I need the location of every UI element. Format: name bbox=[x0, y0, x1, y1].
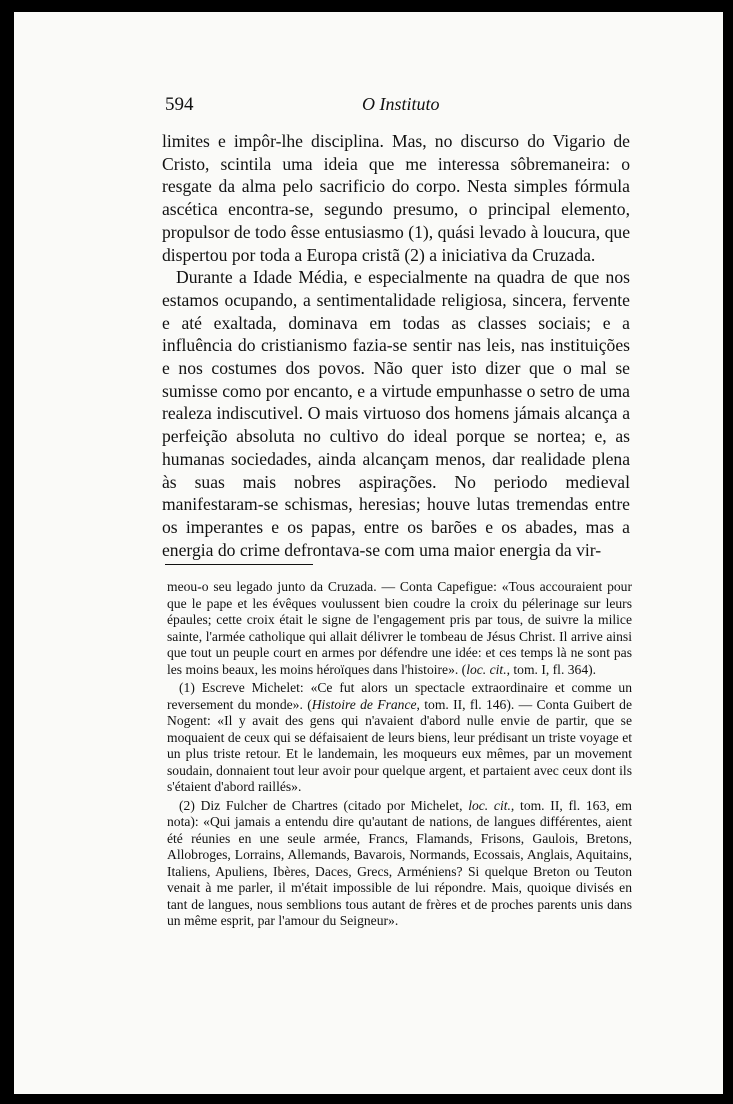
main-text bbox=[162, 130, 630, 561]
footnote-2 bbox=[167, 798, 632, 930]
footnote-1 bbox=[167, 680, 632, 796]
book-page bbox=[14, 12, 723, 1094]
journal-title: O Instituto bbox=[362, 94, 440, 114]
footnote-text: meou-o seu legado junto da Cruzada. — Conta Capefigue: «Tous accouraient pour que le pape et les évêques voulussent bien coudre la croix du pélerinage sur leurs épaules; cette croix était le signe de l'engagement pris par tous, de suivre la milice sainte, l'armée catholique qui allait délivrer le tombeau de Jésus Christ. Il arrive ainsi que tout un peuple court en armes por défendre une idée: et ces temps là ne sont pas les moins beaux, les moins héroïques dans l'histoire». ( bbox=[167, 579, 632, 677]
paragraph-continuation: limites e impôr-lhe disciplina. Mas, no discurso do Vigario de Cristo, scintila uma ideia que me interessa sôbremaneira: o resgate da alma pelo sacrificio do corpo. Nesta simples fórmula ascética encontra-se, segundo presumo, o principal elemento, propulsor de todo êsse entusiasmo (1), quási levado à loucura, que dispertou por toda a Europa cristã (2) a iniciativa da Cruzada. bbox=[162, 131, 630, 265]
footnote-text: (1) Escreve Michelet: «Ce fut alors un spectacle extraordinaire et comme un reversement du monde». ( bbox=[167, 680, 632, 712]
footnotes bbox=[167, 579, 632, 930]
footnote-text: , tom. I, fl. 364). bbox=[506, 661, 597, 677]
footnote-text: , tom. II, fl. 146). — Conta Guibert de Nogent: «Il y avait des gens qui n'avaient d'abord nulle envie de partir, que se moquaient de ceux qui se défaisaient de leurs biens, leur prédisant un triste voyage et un plus triste retour. Et le landemain, les moqueurs eux mêmes, par un movement soudain, donnaient tout leur avoir pour quelque argent, et partaient avec ceux dont ils s'étaient d'abord raillés». bbox=[167, 696, 632, 794]
paragraph-idade-media: Durante a Idade Média, e especialmente na quadra de que nos estamos ocupando, a sentimentalidade religiosa, sincera, fervente e até exaltada, dominava em todas as classes sociais; e a influência do cristianismo fazia-se sentir nas leis, nas instituições e nos costumes dos povos. Não quer isto dizer que o mal se sumisse como por encanto, e a virtude empunhasse o setro de uma realeza indiscutivel. O mais virtuoso dos homens jámais alcança a perfeição absoluta no cultivo do ideal porque se nortea; e, as humanas sociedades, ainda alcançam menos, dar realidade plena às suas mais nobres aspirações. No periodo medieval manifestaram-se schismas, heresias; houve lutas tremendas entre os imperantes e os papas, entre os barões e os abades, mas a energia do crime defrontava-se com uma maior energia da vir- bbox=[162, 267, 630, 560]
footnote-citation-italic: loc. cit. bbox=[466, 661, 507, 677]
footnote-divider bbox=[165, 564, 313, 565]
footnote-continuation bbox=[167, 579, 632, 678]
running-head bbox=[14, 90, 723, 114]
page-number: 594 bbox=[165, 94, 194, 115]
footnote-text: (2) Diz Fulcher de Chartres (citado por Michelet, bbox=[179, 797, 469, 813]
footnote-citation-italic: loc. cit. bbox=[468, 797, 511, 813]
footnote-citation-italic: Histoire de France bbox=[311, 696, 417, 712]
footnote-text: , tom. II, fl. 163, em nota): «Qui jamais a entendu dire qu'autant de nations, de langues différentes, aient été réunies en une seule armée, Francs, Flamands, Frisons, Gaulois, Bretons, Allobroges, Lorrains, Allemands, Bavarois, Normands, Ecossais, Anglais, Aquitains, Italiens, Apuliens, Ibères, Daces, Grecs, Arméniens? Si quelque Breton ou Teuton venait à me parler, il m'était impossible de lui répondre. Mais, quoique divisés en tant de langues, nous semblions tous autant de frères et de proches parents unis dans un même esprit, par l'amour du Seigneur». bbox=[167, 797, 632, 928]
